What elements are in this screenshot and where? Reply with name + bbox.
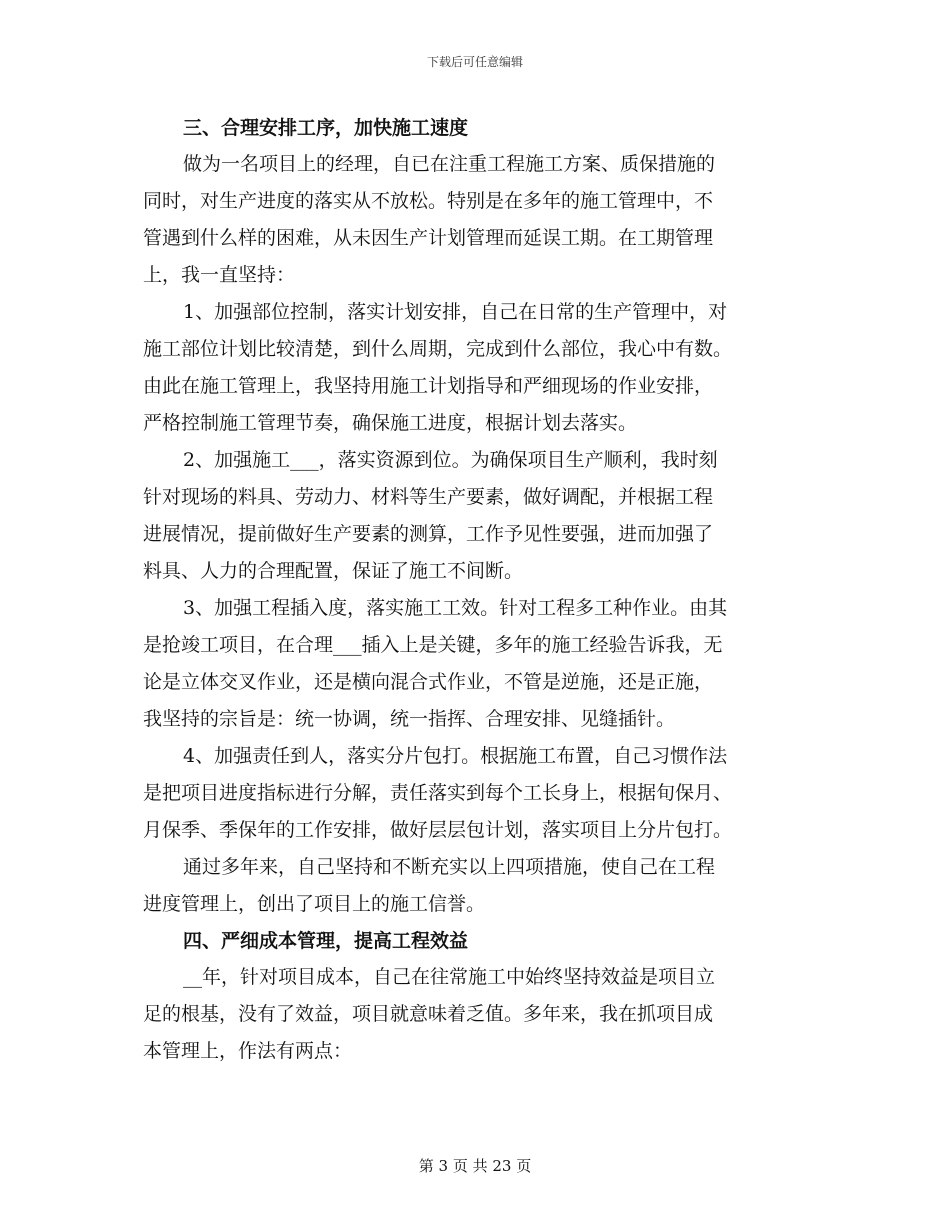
page-number-footer: 第 3 页 共 23 页 [418,1157,532,1175]
text-line: 进展情况，提前做好生产要素的测算，工作予见性要强，进而加强了 [143,523,714,545]
text-line: 上，我一直坚持： [143,264,296,286]
text-line: 由此在施工管理上，我坚持用施工计划指导和严细现场的作业安排， [143,375,714,397]
text-line: 本管理上，作法有两点： [143,1040,353,1062]
document-body [143,110,808,1070]
paragraph [143,849,808,923]
text-line: 严格控制施工管理节奏，确保施工进度，根据计划去落实。 [143,412,638,434]
paragraph [143,294,808,442]
text-line: 施工部位计划比较清楚，到什么周期，完成到什么部位，我心中有数。 [143,338,733,360]
text-line: __年，针对项目成本，自己在往常施工中始终坚持效益是项目立 [183,966,716,988]
paragraph [143,959,808,1070]
text-line: 1、加强部位控制，落实计划安排，自己在日常的生产管理中，对 [183,301,728,323]
text-line: 我坚持的宗旨是：统一协调，统一指挥、合理安排、见缝插针。 [143,708,676,730]
text-line: 针对现场的料具、劳动力、材料等生产要素，做好调配，并根据工程 [143,486,714,508]
text-line: 是抢竣工项目，在合理___插入上是关键，多年的施工经验告诉我，无 [143,634,723,656]
paragraph [143,442,808,590]
page-header-note: 下载后可任意编辑 [426,55,523,69]
text-line: 管遇到什么样的困难，从未因生产计划管理而延误工期。在工期管理 [143,227,714,249]
section-3 [143,110,808,923]
text-line: 料具、人力的合理配置，保证了施工不间断。 [143,560,524,582]
paragraph [143,738,808,849]
text-line: 2、加强施工___，落实资源到位。为确保项目生产顺利，我时刻 [183,449,718,471]
paragraph [143,590,808,738]
text-line: 4、加强责任到人，落实分片包打。根据施工布置，自己习惯作法 [183,745,728,767]
section-heading: 三、合理安排工序，加快施工速度 [183,117,469,139]
text-line: 3、加强工程插入度，落实施工工效。针对工程多工种作业。由其 [183,597,728,619]
text-line: 同时，对生产进度的落实从不放松。特别是在多年的施工管理中，不 [143,190,714,212]
text-line: 通过多年来，自己坚持和不断充实以上四项措施，使自己在工程 [183,856,716,878]
text-line: 足的根基，没有了效益，项目就意味着乏值。多年来，我在抓项目成 [143,1003,714,1025]
text-line: 做为一名项目上的经理，自已在注重工程施工方案、质保措施的 [183,153,716,175]
text-line: 是把项目进度指标进行分解，责任落实到每个工长身上，根据旬保月、 [143,782,733,804]
text-line: 月保季、季保年的工作安排，做好层层包计划，落实项目上分片包打。 [143,819,733,841]
section-heading: 四、严细成本管理，提高工程效益 [183,930,469,952]
section-4 [143,923,808,1070]
text-line: 进度管理上，创出了项目上的施工信誉。 [143,893,486,915]
paragraph [143,146,808,294]
text-line: 论是立体交叉作业，还是横向混合式作业，不管是逆施，还是正施， [143,671,714,693]
